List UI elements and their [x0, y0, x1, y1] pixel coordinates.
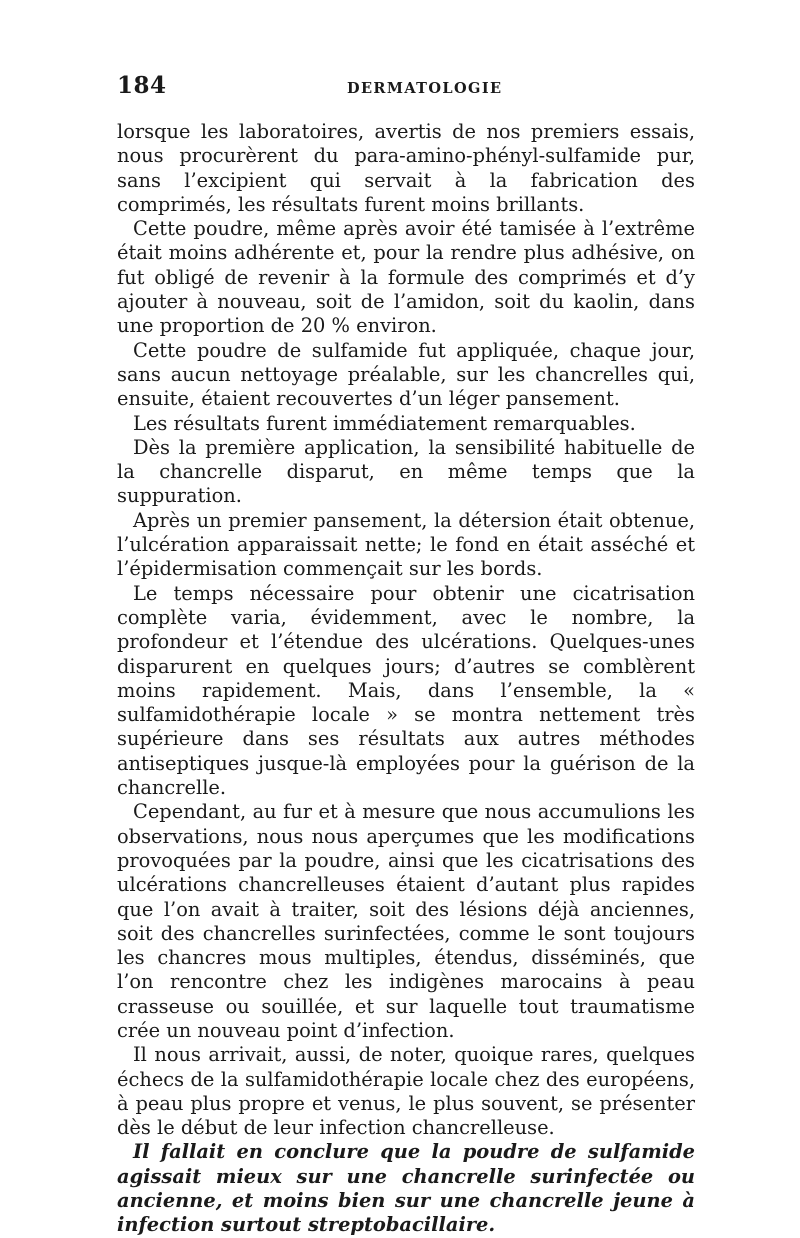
paragraph: lorsque les laboratoires, avertis de nos premiers essais, nous procurèrent du para-amino-phényl-sulfamide pur, sans l’excipient qui servait à la fabrication des comprimés, les résultats furent moins brillants.: [117, 120, 695, 216]
page-header: [117, 72, 697, 106]
body-text: [117, 120, 695, 1238]
paragraph: Le temps nécessaire pour obtenir une cicatrisation complète varia, évidemment, avec le nombre, la profondeur et l’étendue des ulcérations. Quelques-unes disparurent en quelques jours; d’autres se comblèrent moins rapidement. Mais, dans l’ensemble, la « sulfamidothérapie locale » se montra nettement très supérieure dans ses résultats aux autres méthodes antiseptiques jusque-là employées pour la guérison de la chancrelle.: [117, 581, 695, 800]
running-head: DERMATOLOGIE: [347, 80, 503, 97]
paragraph: Cette poudre, même après avoir été tamisée à l’extrême était moins adhérente et, pour la rendre plus adhésive, on fut obligé de revenir à la formule des comprimés et d’y ajouter à nouveau, soit de l’amidon, soit du kaolin, dans une proportion de 20 % environ.: [117, 217, 695, 338]
paragraph: Cependant, au fur et à mesure que nous accumulions les observations, nous nous aperçumes que les modifications provoquées par la poudre, ainsi que les cicatrisations des ulcérations chancrelleuses étaient d’autant plus rapides que l’on avait à traiter, soit des lésions déjà anciennes, soit des chancrelles surinfectées, comme le sont toujours les chancres mous multiples, étendus, disséminés, que l’on rencontre chez les indigènes marocains à peau crasseuse ou souillée, et sur laquelle tout traumatisme crée un nouveau point d’infection.: [117, 800, 695, 1042]
page-number: 184: [117, 72, 167, 99]
paragraph: Dès la première application, la sensibilité habituelle de la chancrelle disparut, en même temps que la suppuration.: [117, 435, 695, 508]
paragraph: Il nous arrivait, aussi, de noter, quoique rares, quelques échecs de la sulfamidothérapie locale chez des européens, à peau plus propre et venus, le plus souvent, se présenter dès le début de leur infection chancrelleuse.: [117, 1043, 695, 1140]
paragraph: Après un premier pansement, la détersion était obtenue, l’ulcération apparaissait nette; le fond en était asséché et l’épidermisation commençait sur les bords.: [117, 508, 695, 581]
paragraph: Les résultats furent immédiatement remarquables.: [133, 411, 636, 435]
conclusion-paragraph: Il fallait en conclure que la poudre de sulfamide agissait mieux sur une chancrelle surinfectée ou ancienne, et moins bien sur une chancrelle jeune à infection surtout streptobacillaire.: [117, 1140, 695, 1237]
paragraph: Cette poudre de sulfamide fut appliquée, chaque jour, sans aucun nettoyage préalable, sur les chancrelles qui, ensuite, étaient recouvertes d’un léger pansement.: [117, 338, 695, 411]
